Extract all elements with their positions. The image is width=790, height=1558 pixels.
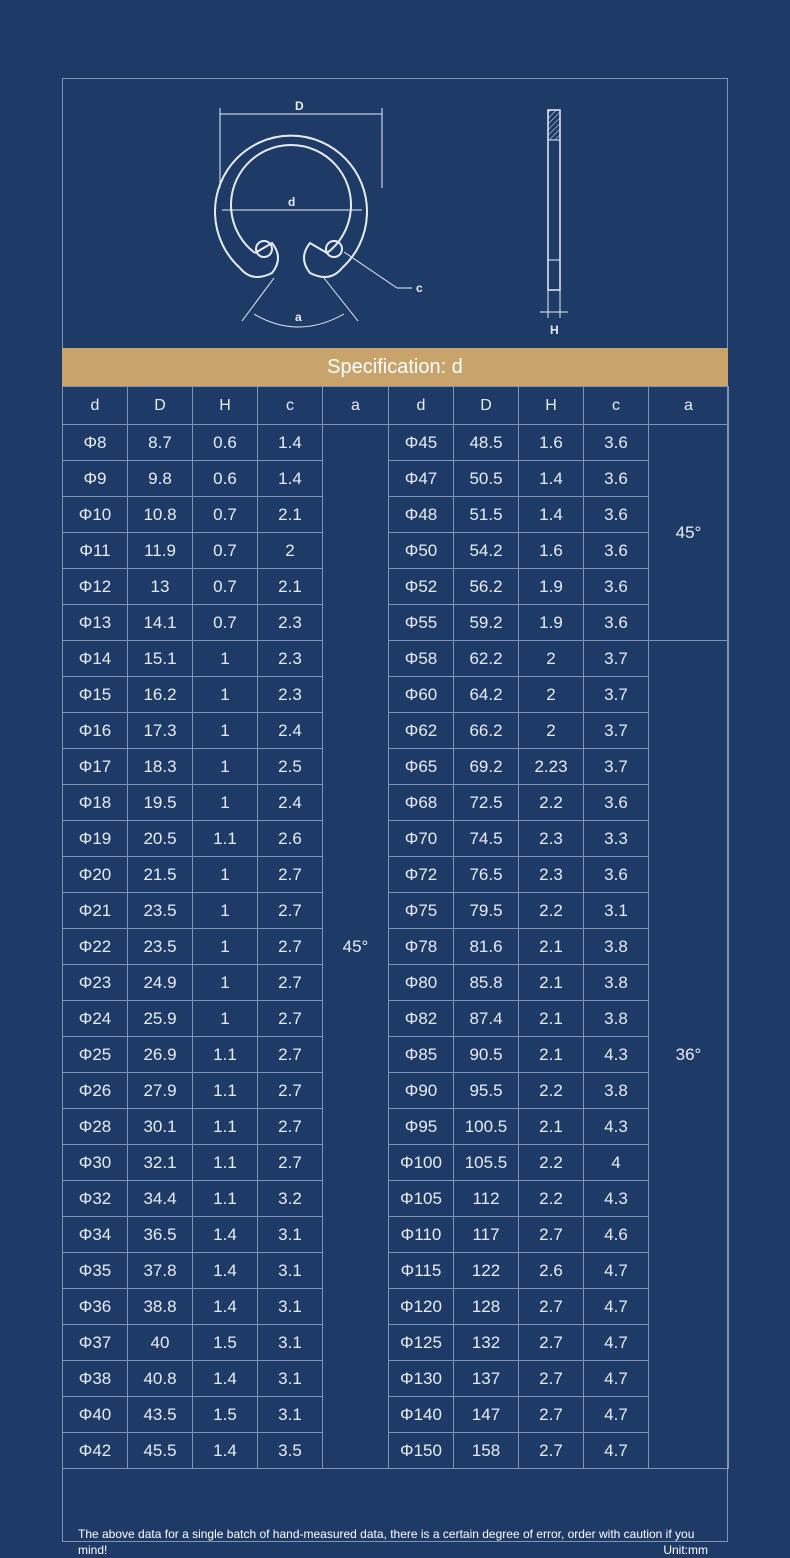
cell-right-d: Φ72 (389, 857, 454, 893)
cell-left-c: 3.1 (258, 1325, 323, 1361)
cell-right-d: Φ85 (389, 1037, 454, 1073)
cell-left-c: 2.7 (258, 929, 323, 965)
cell-left-d: Φ38 (63, 1361, 128, 1397)
cell-left-H: 1 (193, 893, 258, 929)
cell-left-c: 3.1 (258, 1361, 323, 1397)
cell-right-D: 74.5 (454, 821, 519, 857)
cell-right-H: 1.4 (519, 461, 584, 497)
cell-right-d: Φ130 (389, 1361, 454, 1397)
cell-left-c: 2.7 (258, 1145, 323, 1181)
cell-right-c: 4.3 (584, 1037, 649, 1073)
cell-right-d: Φ125 (389, 1325, 454, 1361)
column-header-H-right: H (519, 387, 584, 425)
cell-right-d: Φ45 (389, 425, 454, 461)
cell-left-d: Φ24 (63, 1001, 128, 1037)
angle-cell-right: 45° (649, 425, 729, 641)
cell-right-D: 158 (454, 1433, 519, 1469)
cell-left-H: 1.4 (193, 1253, 258, 1289)
label-H: H (550, 323, 559, 337)
cell-left-D: 19.5 (128, 785, 193, 821)
cell-right-c: 3.6 (584, 425, 649, 461)
cell-left-D: 17.3 (128, 713, 193, 749)
cell-right-c: 3.6 (584, 497, 649, 533)
cell-right-D: 95.5 (454, 1073, 519, 1109)
cell-left-H: 1.5 (193, 1325, 258, 1361)
cell-left-c: 2.1 (258, 497, 323, 533)
cell-left-H: 1.1 (193, 1073, 258, 1109)
cell-left-d: Φ22 (63, 929, 128, 965)
cell-left-c: 2.7 (258, 893, 323, 929)
table-row (63, 1289, 729, 1325)
cell-right-c: 4 (584, 1145, 649, 1181)
cell-left-D: 20.5 (128, 821, 193, 857)
cell-right-D: 64.2 (454, 677, 519, 713)
ring-drawing (62, 78, 728, 348)
cell-left-H: 1.1 (193, 1181, 258, 1217)
table-row (63, 461, 729, 497)
cell-right-c: 4.7 (584, 1361, 649, 1397)
cell-right-D: 90.5 (454, 1037, 519, 1073)
cell-left-d: Φ32 (63, 1181, 128, 1217)
cell-right-d: Φ100 (389, 1145, 454, 1181)
cell-left-c: 2.5 (258, 749, 323, 785)
cell-right-d: Φ58 (389, 641, 454, 677)
cell-right-H: 2.7 (519, 1325, 584, 1361)
table-row (63, 1073, 729, 1109)
cell-left-c: 2.7 (258, 1109, 323, 1145)
cell-left-D: 24.9 (128, 965, 193, 1001)
cell-right-D: 72.5 (454, 785, 519, 821)
specification-table (62, 386, 729, 1469)
cell-left-H: 1 (193, 857, 258, 893)
cell-left-d: Φ15 (63, 677, 128, 713)
cell-left-H: 1 (193, 965, 258, 1001)
cell-left-c: 2.7 (258, 1037, 323, 1073)
cell-left-H: 1.1 (193, 1109, 258, 1145)
cell-right-c: 3.6 (584, 533, 649, 569)
cell-right-c: 3.3 (584, 821, 649, 857)
cell-right-d: Φ48 (389, 497, 454, 533)
table-row (63, 1001, 729, 1037)
table-row (63, 1109, 729, 1145)
cell-right-H: 2.2 (519, 1145, 584, 1181)
table-row (63, 569, 729, 605)
cell-right-D: 137 (454, 1361, 519, 1397)
column-header-c-right: c (584, 387, 649, 425)
table-row (63, 1217, 729, 1253)
cell-left-H: 1 (193, 713, 258, 749)
table-row (63, 1433, 729, 1469)
cell-left-D: 16.2 (128, 677, 193, 713)
cell-right-d: Φ47 (389, 461, 454, 497)
cell-left-H: 1.4 (193, 1289, 258, 1325)
side-view-hatch (548, 110, 560, 140)
cell-left-D: 38.8 (128, 1289, 193, 1325)
cell-right-c: 4.7 (584, 1397, 649, 1433)
label-c: c (416, 281, 423, 295)
column-header-H-left: H (193, 387, 258, 425)
ring-left-hole (256, 241, 272, 257)
cell-right-d: Φ70 (389, 821, 454, 857)
table-row (63, 929, 729, 965)
cell-right-d: Φ150 (389, 1433, 454, 1469)
cell-left-c: 2.7 (258, 965, 323, 1001)
cell-right-d: Φ105 (389, 1181, 454, 1217)
retaining-ring-diagram (62, 78, 728, 348)
cell-right-c: 3.8 (584, 965, 649, 1001)
cell-right-H: 2.2 (519, 893, 584, 929)
cell-left-H: 1 (193, 677, 258, 713)
cell-right-H: 2.1 (519, 929, 584, 965)
cell-right-H: 1.9 (519, 569, 584, 605)
cell-right-d: Φ120 (389, 1289, 454, 1325)
cell-left-d: Φ14 (63, 641, 128, 677)
cell-left-D: 9.8 (128, 461, 193, 497)
cell-left-d: Φ28 (63, 1109, 128, 1145)
cell-right-H: 2.2 (519, 1073, 584, 1109)
cell-right-D: 100.5 (454, 1109, 519, 1145)
cell-right-H: 1.6 (519, 533, 584, 569)
cell-right-D: 66.2 (454, 713, 519, 749)
cell-left-d: Φ23 (63, 965, 128, 1001)
cell-left-c: 1.4 (258, 425, 323, 461)
cell-left-H: 0.7 (193, 497, 258, 533)
cell-left-c: 3.5 (258, 1433, 323, 1469)
cell-right-H: 2.7 (519, 1397, 584, 1433)
cell-left-c: 3.1 (258, 1289, 323, 1325)
cell-left-D: 15.1 (128, 641, 193, 677)
cell-right-D: 69.2 (454, 749, 519, 785)
cell-right-D: 50.5 (454, 461, 519, 497)
cell-left-d: Φ13 (63, 605, 128, 641)
cell-left-H: 1 (193, 785, 258, 821)
cell-right-c: 3.8 (584, 1001, 649, 1037)
table-row (63, 713, 729, 749)
cell-left-H: 0.7 (193, 569, 258, 605)
cell-right-D: 62.2 (454, 641, 519, 677)
cell-left-d: Φ10 (63, 497, 128, 533)
cell-left-c: 2.6 (258, 821, 323, 857)
table-row (63, 1037, 729, 1073)
table-row (63, 1145, 729, 1181)
column-header-c-left: c (258, 387, 323, 425)
cell-right-d: Φ55 (389, 605, 454, 641)
table-row (63, 533, 729, 569)
table-row (63, 1181, 729, 1217)
cell-right-D: 81.6 (454, 929, 519, 965)
cell-right-H: 2.7 (519, 1361, 584, 1397)
label-D: D (295, 99, 304, 113)
cell-left-D: 13 (128, 569, 193, 605)
cell-right-D: 147 (454, 1397, 519, 1433)
unit-label: Unit:mm (663, 1543, 708, 1557)
cell-right-d: Φ110 (389, 1217, 454, 1253)
cell-right-H: 2.1 (519, 1109, 584, 1145)
column-header-a-left: a (323, 387, 389, 425)
cell-left-c: 3.1 (258, 1253, 323, 1289)
cell-right-d: Φ82 (389, 1001, 454, 1037)
cell-left-D: 45.5 (128, 1433, 193, 1469)
cell-right-c: 3.8 (584, 1073, 649, 1109)
cell-right-c: 4.7 (584, 1289, 649, 1325)
cell-right-H: 1.4 (519, 497, 584, 533)
cell-left-d: Φ26 (63, 1073, 128, 1109)
column-header-D-left: D (128, 387, 193, 425)
cell-left-H: 1 (193, 641, 258, 677)
cell-left-H: 1 (193, 1001, 258, 1037)
cell-right-D: 79.5 (454, 893, 519, 929)
cell-left-H: 0.7 (193, 605, 258, 641)
cell-right-c: 4.6 (584, 1217, 649, 1253)
cell-right-D: 117 (454, 1217, 519, 1253)
cell-right-d: Φ60 (389, 677, 454, 713)
cell-right-d: Φ50 (389, 533, 454, 569)
ring-right-hole (326, 241, 342, 257)
cell-right-d: Φ90 (389, 1073, 454, 1109)
cell-right-H: 2.7 (519, 1217, 584, 1253)
table-row (63, 641, 729, 677)
cell-right-c: 3.6 (584, 785, 649, 821)
cell-left-c: 2.3 (258, 641, 323, 677)
cell-right-H: 1.6 (519, 425, 584, 461)
cell-left-D: 43.5 (128, 1397, 193, 1433)
label-a: a (295, 310, 302, 324)
cell-right-H: 2.1 (519, 1037, 584, 1073)
cell-right-H: 2.3 (519, 821, 584, 857)
table-row (63, 749, 729, 785)
cell-right-c: 4.3 (584, 1181, 649, 1217)
table-row (63, 1253, 729, 1289)
cell-right-d: Φ68 (389, 785, 454, 821)
cell-right-d: Φ140 (389, 1397, 454, 1433)
cell-right-d: Φ115 (389, 1253, 454, 1289)
cell-right-H: 2.2 (519, 1181, 584, 1217)
cell-left-d: Φ37 (63, 1325, 128, 1361)
cell-left-c: 2.7 (258, 857, 323, 893)
cell-left-D: 32.1 (128, 1145, 193, 1181)
cell-left-c: 3.1 (258, 1217, 323, 1253)
cell-right-D: 132 (454, 1325, 519, 1361)
cell-right-D: 87.4 (454, 1001, 519, 1037)
cell-left-c: 2.4 (258, 713, 323, 749)
cell-left-d: Φ35 (63, 1253, 128, 1289)
cell-left-d: Φ11 (63, 533, 128, 569)
cell-right-d: Φ75 (389, 893, 454, 929)
cell-right-d: Φ65 (389, 749, 454, 785)
cell-left-d: Φ18 (63, 785, 128, 821)
cell-right-D: 122 (454, 1253, 519, 1289)
cell-left-c: 2.7 (258, 1001, 323, 1037)
cell-left-D: 23.5 (128, 929, 193, 965)
cell-left-d: Φ21 (63, 893, 128, 929)
cell-left-c: 2.4 (258, 785, 323, 821)
cell-right-D: 128 (454, 1289, 519, 1325)
table-row (63, 425, 729, 461)
cell-right-c: 3.7 (584, 677, 649, 713)
cell-left-D: 21.5 (128, 857, 193, 893)
cell-right-c: 4.3 (584, 1109, 649, 1145)
cell-right-D: 51.5 (454, 497, 519, 533)
cell-right-D: 56.2 (454, 569, 519, 605)
cell-left-c: 2.3 (258, 677, 323, 713)
cell-left-H: 1 (193, 749, 258, 785)
cell-right-H: 2.23 (519, 749, 584, 785)
specification-header (62, 348, 728, 386)
table-row (63, 893, 729, 929)
cell-left-d: Φ42 (63, 1433, 128, 1469)
cell-right-d: Φ78 (389, 929, 454, 965)
cell-left-d: Φ34 (63, 1217, 128, 1253)
cell-right-H: 2.7 (519, 1433, 584, 1469)
cell-right-H: 2 (519, 713, 584, 749)
column-header-D-right: D (454, 387, 519, 425)
cell-right-H: 2 (519, 677, 584, 713)
table-row (63, 1361, 729, 1397)
cell-right-c: 3.8 (584, 929, 649, 965)
table-header-row (63, 387, 729, 425)
cell-right-c: 3.6 (584, 605, 649, 641)
cell-right-H: 2.2 (519, 785, 584, 821)
cell-right-d: Φ62 (389, 713, 454, 749)
cell-left-d: Φ25 (63, 1037, 128, 1073)
table-row (63, 497, 729, 533)
cell-left-d: Φ40 (63, 1397, 128, 1433)
cell-right-c: 3.6 (584, 569, 649, 605)
cell-left-H: 1.1 (193, 821, 258, 857)
cell-right-c: 4.7 (584, 1433, 649, 1469)
cell-left-D: 10.8 (128, 497, 193, 533)
cell-left-d: Φ17 (63, 749, 128, 785)
cell-left-H: 1.1 (193, 1037, 258, 1073)
cell-left-d: Φ36 (63, 1289, 128, 1325)
cell-left-d: Φ8 (63, 425, 128, 461)
cell-left-d: Φ9 (63, 461, 128, 497)
table-row (63, 785, 729, 821)
column-header-d-right: d (389, 387, 454, 425)
cell-left-H: 1.4 (193, 1217, 258, 1253)
angle-cell-left: 45° (323, 425, 389, 1469)
cell-right-d: Φ95 (389, 1109, 454, 1145)
cell-right-D: 105.5 (454, 1145, 519, 1181)
table-row (63, 821, 729, 857)
cell-right-d: Φ80 (389, 965, 454, 1001)
cell-left-c: 2.7 (258, 1073, 323, 1109)
cell-left-c: 2.1 (258, 569, 323, 605)
cell-right-c: 4.7 (584, 1253, 649, 1289)
cell-left-H: 1.1 (193, 1145, 258, 1181)
table-row (63, 1325, 729, 1361)
cell-right-c: 3.7 (584, 641, 649, 677)
cell-left-d: Φ20 (63, 857, 128, 893)
cell-right-H: 2.1 (519, 965, 584, 1001)
cell-right-D: 48.5 (454, 425, 519, 461)
cell-right-D: 85.8 (454, 965, 519, 1001)
cell-right-H: 1.9 (519, 605, 584, 641)
cell-left-D: 23.5 (128, 893, 193, 929)
table-row (63, 965, 729, 1001)
cell-left-c: 3.2 (258, 1181, 323, 1217)
cell-right-D: 76.5 (454, 857, 519, 893)
cell-left-H: 1 (193, 929, 258, 965)
cell-left-d: Φ12 (63, 569, 128, 605)
cell-right-c: 3.7 (584, 713, 649, 749)
cell-left-D: 27.9 (128, 1073, 193, 1109)
cell-right-c: 4.7 (584, 1325, 649, 1361)
table-row (63, 605, 729, 641)
ring-right-lug (304, 243, 342, 277)
cell-right-H: 2.1 (519, 1001, 584, 1037)
angle-cell-right: 36° (649, 641, 729, 1469)
cell-left-H: 0.7 (193, 533, 258, 569)
cell-left-D: 36.5 (128, 1217, 193, 1253)
cell-left-H: 1.4 (193, 1433, 258, 1469)
disclaimer-note: The above data for a single batch of hand-measured data, there is a certain degree of error, order with caution if you mind! (78, 1527, 695, 1557)
cell-right-c: 3.1 (584, 893, 649, 929)
cell-right-D: 59.2 (454, 605, 519, 641)
cell-left-D: 40.8 (128, 1361, 193, 1397)
cell-left-H: 1.5 (193, 1397, 258, 1433)
cell-right-D: 112 (454, 1181, 519, 1217)
cell-left-c: 2.3 (258, 605, 323, 641)
cell-right-c: 3.7 (584, 749, 649, 785)
cell-left-D: 37.8 (128, 1253, 193, 1289)
cell-left-d: Φ19 (63, 821, 128, 857)
cell-left-D: 40 (128, 1325, 193, 1361)
cell-right-H: 2.7 (519, 1289, 584, 1325)
cell-left-D: 26.9 (128, 1037, 193, 1073)
cell-right-D: 54.2 (454, 533, 519, 569)
cell-right-H: 2.3 (519, 857, 584, 893)
cell-left-c: 2 (258, 533, 323, 569)
cell-right-H: 2 (519, 641, 584, 677)
cell-right-c: 3.6 (584, 857, 649, 893)
specification-title: Specification: d (327, 355, 463, 378)
cell-right-d: Φ52 (389, 569, 454, 605)
cell-left-D: 25.9 (128, 1001, 193, 1037)
label-d: d (288, 195, 296, 209)
cell-left-H: 0.6 (193, 425, 258, 461)
cell-left-D: 30.1 (128, 1109, 193, 1145)
cell-left-H: 0.6 (193, 461, 258, 497)
cell-left-d: Φ30 (63, 1145, 128, 1181)
cell-left-D: 14.1 (128, 605, 193, 641)
cell-left-D: 11.9 (128, 533, 193, 569)
cell-left-D: 18.3 (128, 749, 193, 785)
table-row (63, 677, 729, 713)
table-row (63, 1397, 729, 1433)
cell-right-c: 3.6 (584, 461, 649, 497)
cell-left-d: Φ16 (63, 713, 128, 749)
cell-left-c: 3.1 (258, 1397, 323, 1433)
table-row (63, 857, 729, 893)
cell-left-D: 34.4 (128, 1181, 193, 1217)
column-header-a-right: a (649, 387, 729, 425)
column-header-d-left: d (63, 387, 128, 425)
leader-c (344, 252, 397, 288)
cell-left-c: 1.4 (258, 461, 323, 497)
cell-left-D: 8.7 (128, 425, 193, 461)
cell-right-H: 2.6 (519, 1253, 584, 1289)
cell-left-H: 1.4 (193, 1361, 258, 1397)
